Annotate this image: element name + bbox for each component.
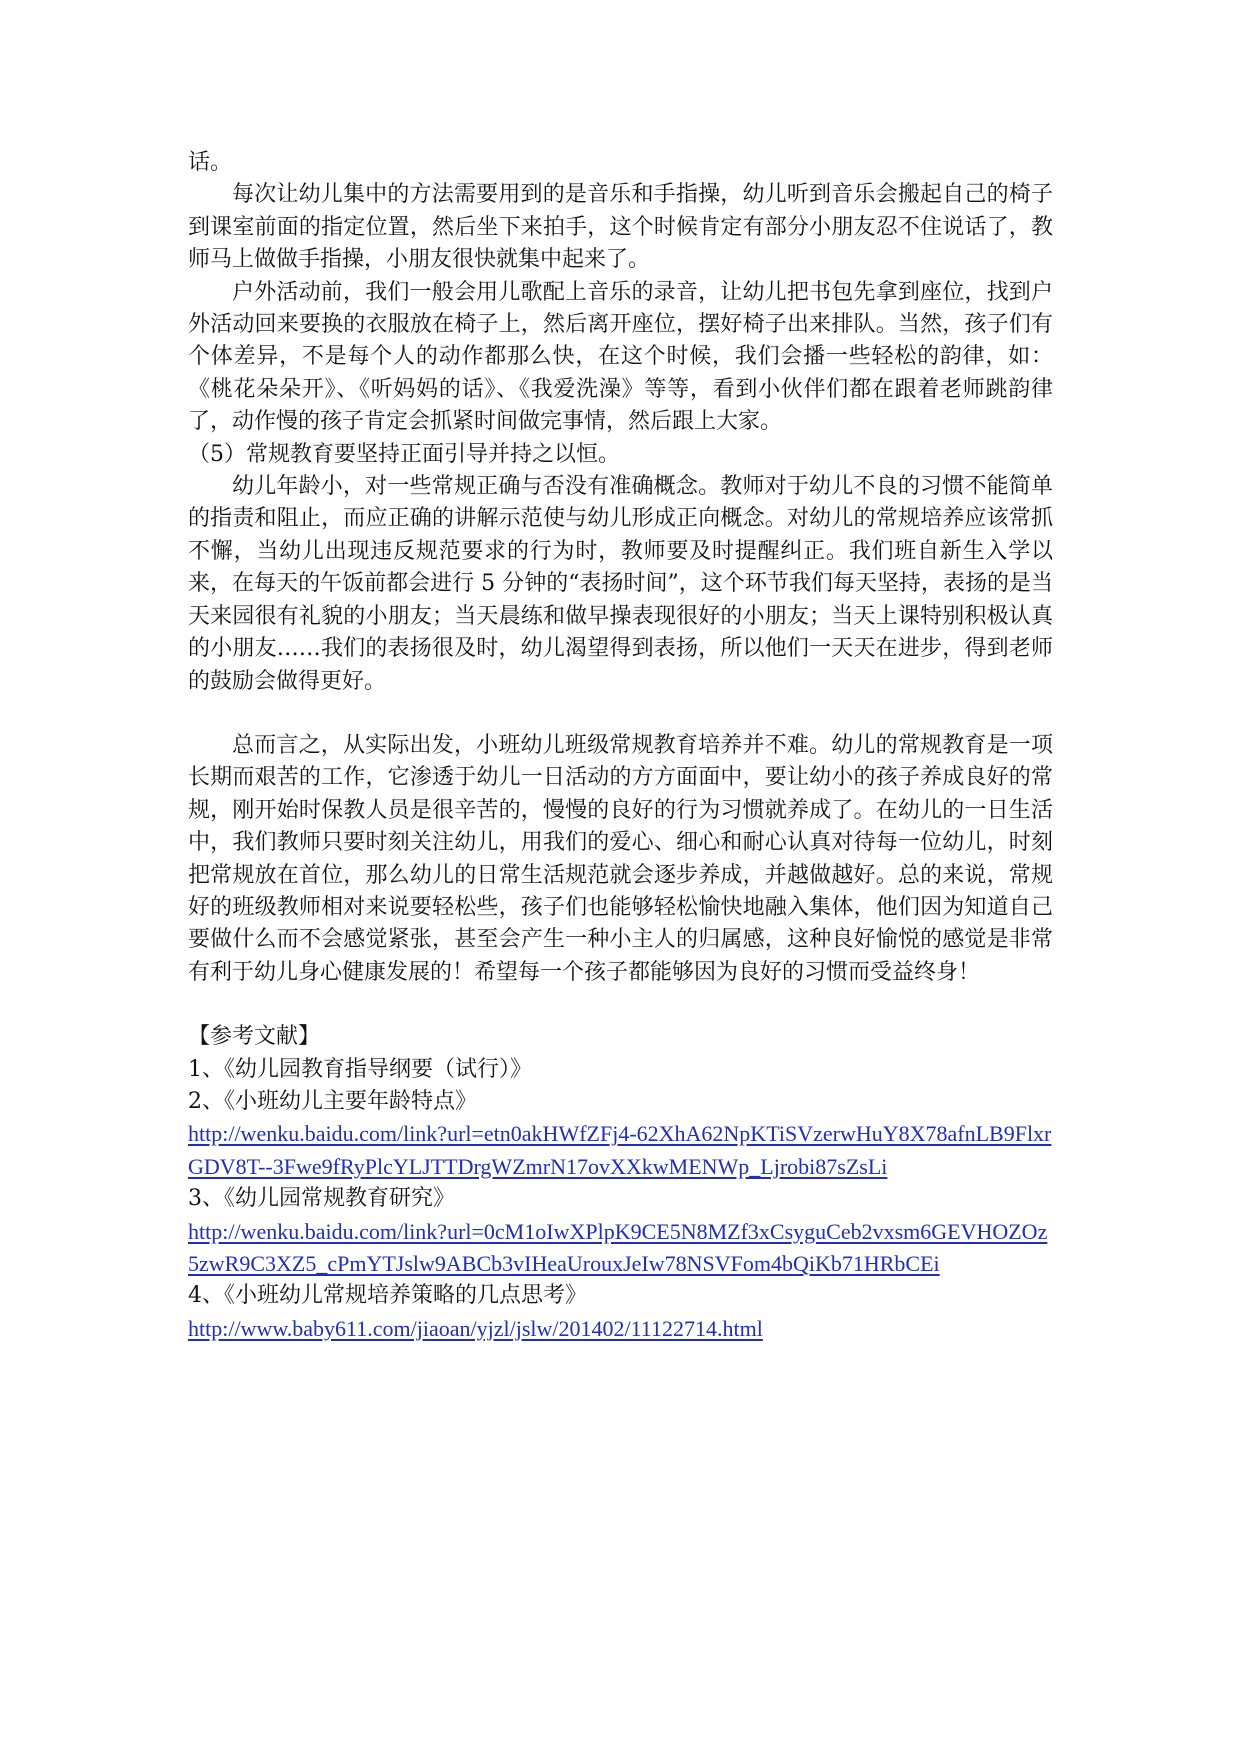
section-heading-positive-guidance: （5）常规教育要坚持正面引导并持之以恒。	[188, 441, 620, 467]
paragraph-outdoor-activity: 户外活动前，我们一般会用儿歌配上音乐的录音，让幼儿把书包先拿到座位，找到户外活动回来要换的衣服放在椅子上，然后离开座位，摆好椅子出来排队。当然，孩子们有个体差异，不是每个人的动作都那么快，在这个时候，我们会播一些轻松的韵律，如：《桃花朵朵开》、《听妈妈的话》、《我爱洗澡》等等，看到小伙伴们都在跟着老师跳韵律了，动作慢的孩子肯定会抓紧时间做完事情，然后跟上大家。	[188, 279, 1053, 435]
reference-item-3: 3、《幼儿园常规教育研究》	[188, 1186, 455, 1212]
reference-link-3[interactable]: http://wenku.baidu.com/link?url=0cM1oIwXPlpK9CE5N8MZf3xCsyguCeb2vxsm6GEVHOZOz5zwR9C3XZ5_cPmYTJslw9ABCb3vIHeaUrouxJeIw78NSVFom4bQiKb71HRbCEi	[188, 1218, 1048, 1276]
paragraph-music-gathering: 每次让幼儿集中的方法需要用到的是音乐和手指操，幼儿听到音乐会搬起自己的椅子到课室前面的指定位置，然后坐下来拍手，这个时候肯定有部分小朋友忍不住说话了，教师马上做做手指操，小朋友很快就集中起来了。	[188, 182, 1053, 273]
paragraph-continuation: 话。	[188, 150, 233, 175]
reference-link-2[interactable]: http://wenku.baidu.com/link?url=etn0akHWfZFj4-62XhA62NpKTiSVzerwHuY8X78afnLB9FlxrGDV8T--3Fwe9fRyPlcYLJTTDrgWZmrN17ovXXkwMENWp_Ljrobi87sZsLi	[188, 1121, 1052, 1179]
reference-item-2: 2、《小班幼儿主要年龄特点》	[188, 1088, 477, 1114]
paragraph-gap	[188, 698, 1053, 730]
references-section	[188, 1021, 1053, 1345]
paragraph-gap	[188, 989, 1053, 1021]
reference-item-4: 4、《小班幼儿常规培养策略的几点思考》	[188, 1283, 587, 1309]
references-title: 【参考文献】	[188, 1024, 321, 1050]
document-page	[188, 147, 1053, 1345]
reference-link-4[interactable]: http://www.baby611.com/jiaoan/yjzl/jslw/201402/11122714.html	[188, 1315, 763, 1341]
paragraph-praise-time: 幼儿年龄小，对一些常规正确与否没有准确概念。教师对于幼儿不良的习惯不能简单的指责和阻止，而应正确的讲解示范使与幼儿形成正向概念。对幼儿的常规培养应该常抓不懈，当幼儿出现违反规范要求的行为时，教师要及时提醒纠正。我们班自新生入学以来，在每天的午饭前都会进行 5 分钟的“表扬时间”，这个环节我们每天坚持，表扬的是当天来园很有礼貌的小朋友；当天晨练和做早操表现很好的小朋友；当天上课特别积极认真的小朋友……我们的表扬很及时，幼儿渴望得到表扬，所以他们一天天在进步，得到老师的鼓励会做得更好。	[188, 474, 1053, 694]
reference-item-1: 1、《幼儿园教育指导纲要（试行）》	[188, 1056, 532, 1082]
paragraph-conclusion: 总而言之，从实际出发，小班幼儿班级常规教育培养并不难。幼儿的常规教育是一项长期而艰苦的工作，它渗透于幼儿一日活动的方方面面中，要让幼小的孩子养成良好的常规，刚开始时保教人员是很辛苦的，慢慢的良好的行为习惯就养成了。在幼儿的一日生活中，我们教师只要时刻关注幼儿，用我们的爱心、细心和耐心认真对待每一位幼儿，时刻把常规放在首位，那么幼儿的日常生活规范就会逐步养成，并越做越好。总的来说，常规好的班级教师相对来说要轻松些，孩子们也能够轻松愉快地融入集体，他们因为知道自己要做什么而不会感觉紧张，甚至会产生一种小主人的归属感，这种良好愉悦的感觉是非常有利于幼儿身心健康发展的！希望每一个孩子都能够因为良好的习惯而受益终身！	[188, 732, 1053, 985]
